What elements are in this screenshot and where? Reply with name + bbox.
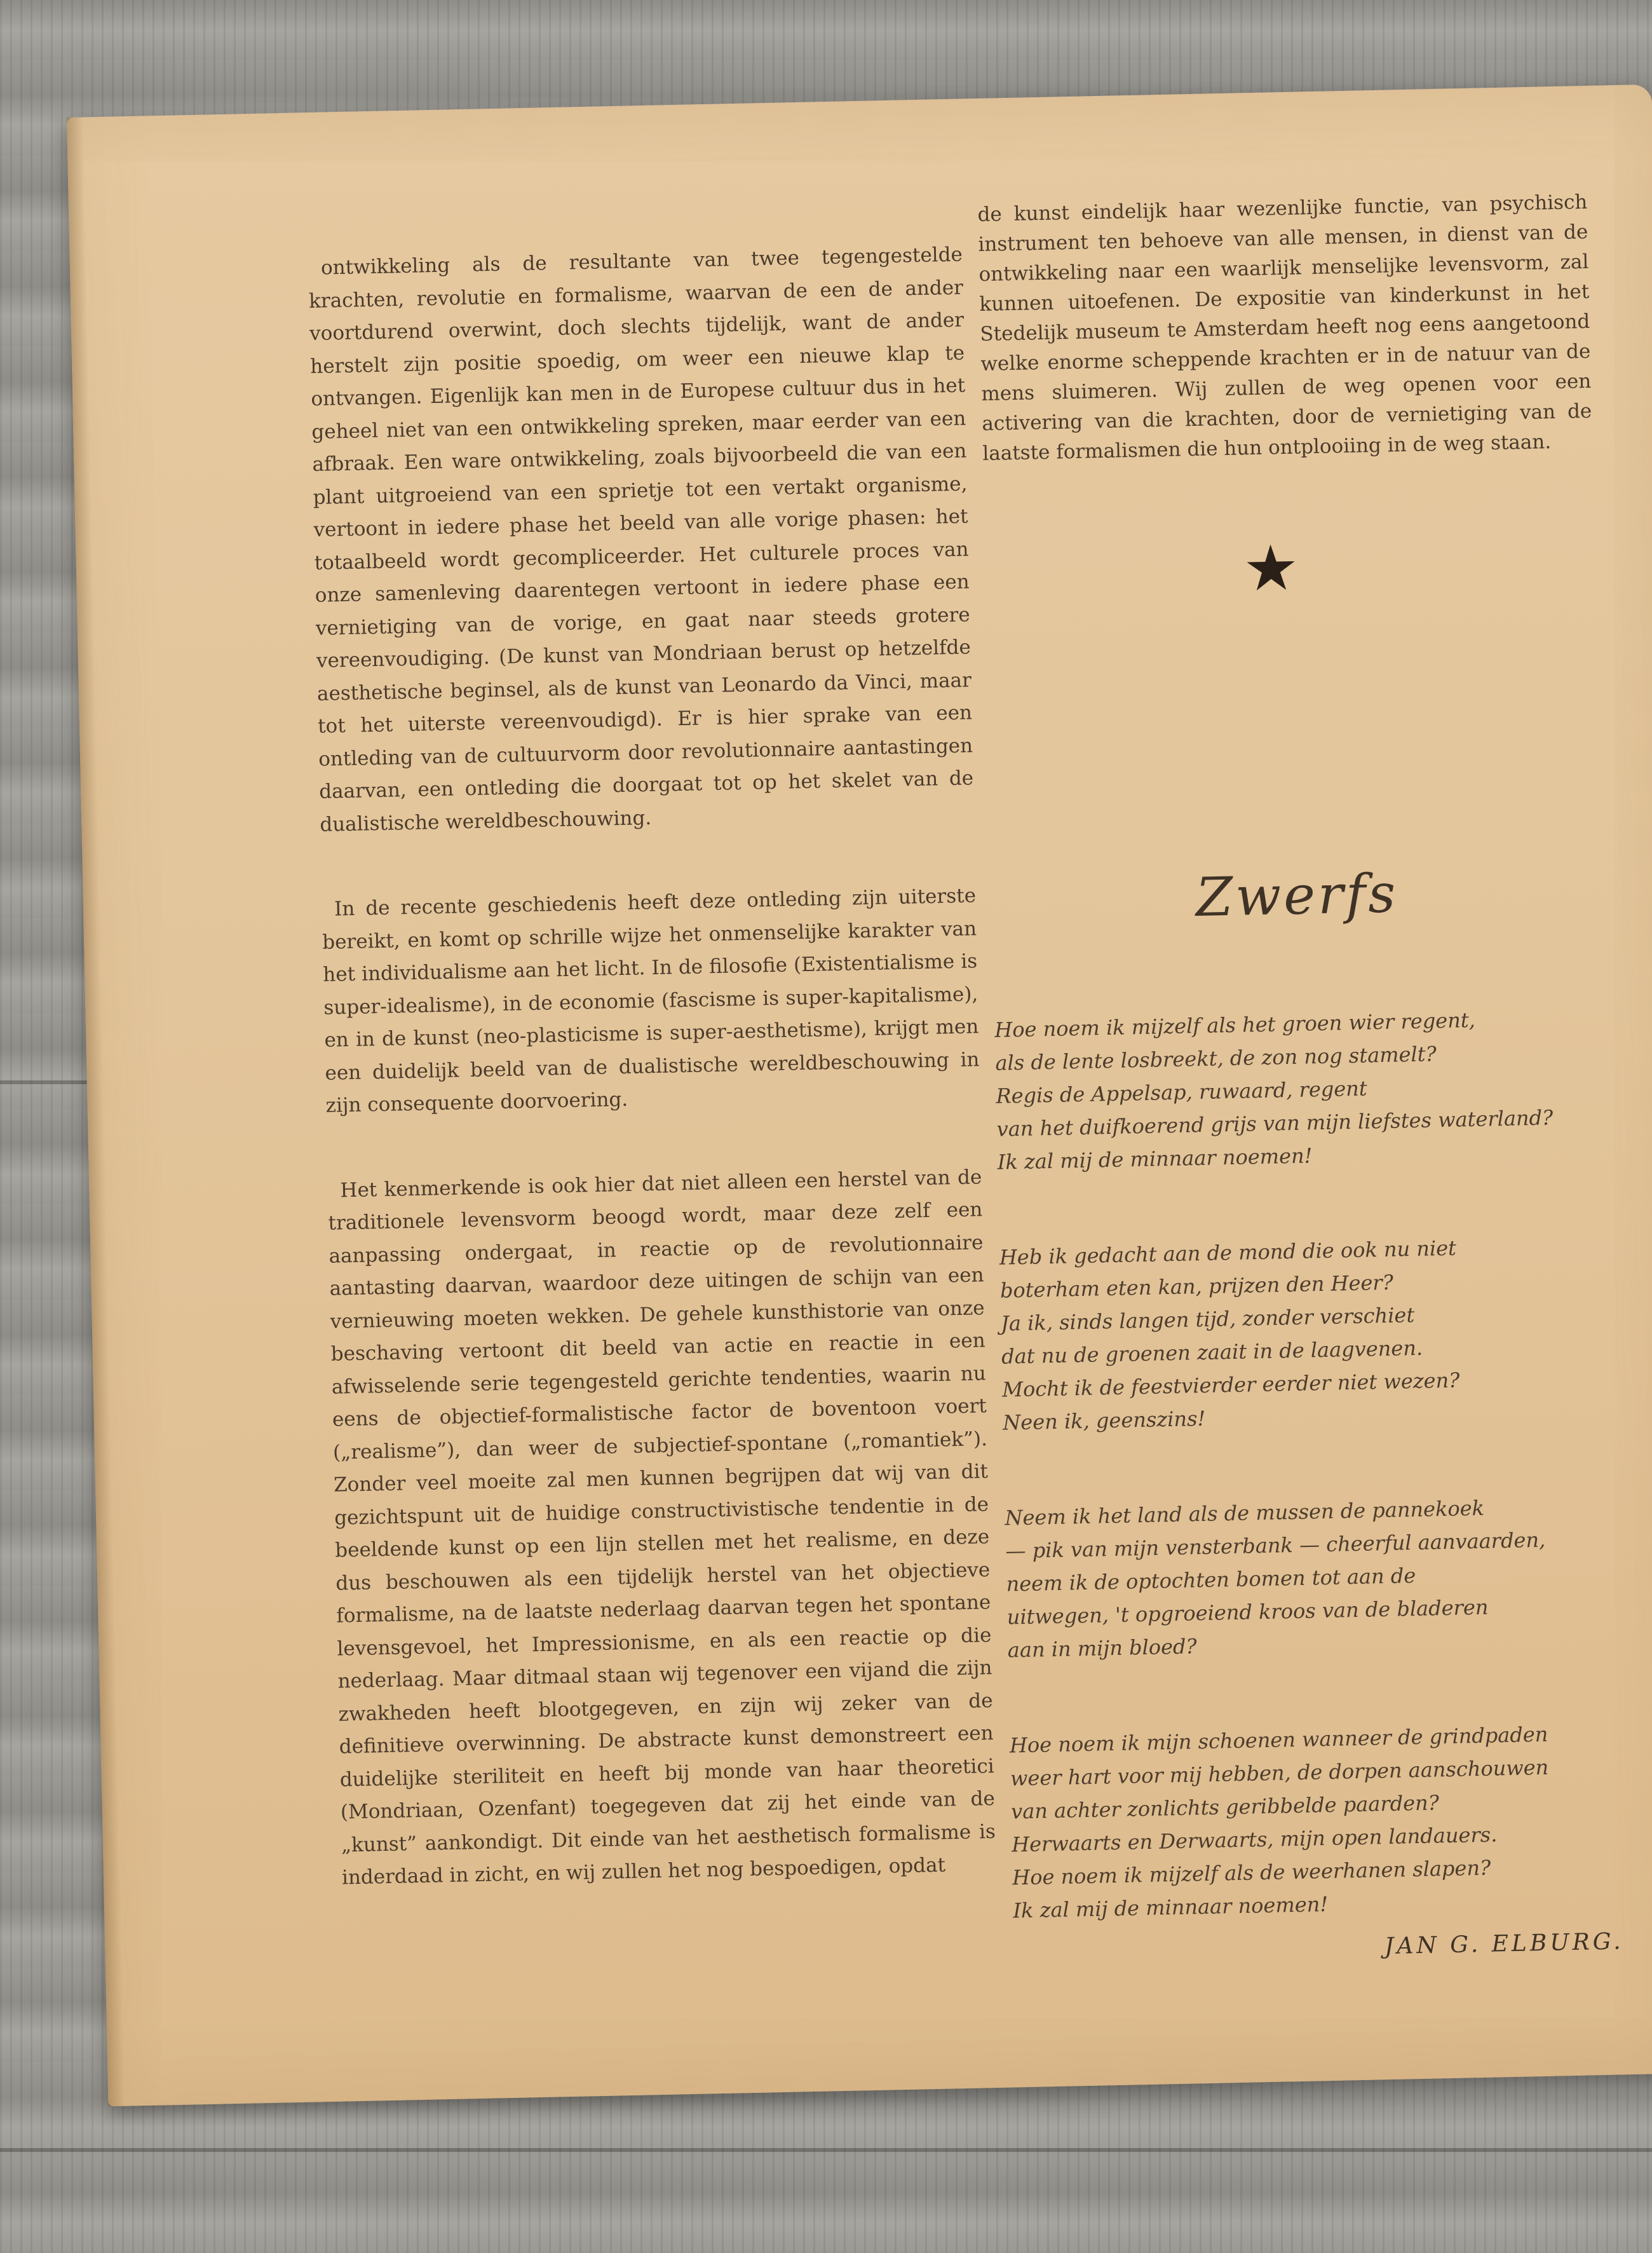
poem-line: aan in mijn bloed? xyxy=(1007,1634,1197,1663)
poem-line: — pik van mijn vensterbank — cheerful aanvaarden, xyxy=(1005,1527,1546,1563)
poem-line: Herwaarts en Derwaarts, mijn open landauers. xyxy=(1011,1822,1498,1857)
poem-line: Hoe noem ik mijzelf als het groen wier regent, xyxy=(994,1007,1476,1042)
poem-title: Zwerfs xyxy=(1195,862,1399,929)
stanza xyxy=(999,1229,1613,1440)
stanza xyxy=(1009,1716,1623,1927)
poem-line: Regis de Appelsap, ruwaard, regent xyxy=(996,1076,1368,1108)
poem-line: Neen ik, geenszins! xyxy=(1002,1406,1206,1435)
poem-line: boterham eten kan, prijzen den Heer? xyxy=(999,1270,1394,1303)
poem-line: van achter zonlichts geribbelde paarden? xyxy=(1010,1790,1440,1824)
paragraph: Het kenmerkende is ook hier dat niet alleen een herstel van de traditionele levensvorm beoogd wordt, maar deze zelf een aanpassing ondergaat, in reactie op de revolutionnaire aantasting daarvan, waardoor deze uitingen de schijn van een vernieuwing moeten wekken. De gehele kunsthistorie van onze beschaving vertoont dit beeld van actie en reactie in een afwisselende serie tegengesteld gerichte tendenties, waarin nu eens de objectief-formalistische factor de boventoon voert („realisme”), dan weer de subjectief-spontane („romantiek”). Zonder veel moeite zal men kunnen begrijpen dat wij van dit gezichtspunt uit de huidige constructivistische tendentie in de beeldende kunst op een lijn stellen met het realisme, en deze dus beschouwen als een tijdelijk herstel van het objectieve formalisme, na de laatste nederlaag daarvan tegen het spontane levensgevoel, het Impressionisme, en als een reactie op die nederlaag. Maar ditmaal staan wij tegenover een vijand die zijn zwakheden heeft blootgegeven, en zijn wij zeker van de definitieve overwinning. De abstracte kunst demonstreert een duidelijke steriliteit en heeft bij monde van haar theoretici (Mondriaan, Ozenfant) toegegeven dat zij het einde van de „kunst” aankondigt. Dit einde van het aesthetisch formalisme is inderdaad in zicht, en wij zullen het nog bespoedigen, opdat xyxy=(328,1165,996,1889)
paragraph: In de recente geschiedenis heeft deze ontleding zijn uiterste bereikt, en komt op schrille wijze het onmenselijke karakter van het individualisme aan het licht. In de filosofie (Existentialisme is super-idealisme), in de economie (fascisme is super-kapitalisme), en in de kunst (neo-plasticisme is super-aesthetisme), krijgt men een duidelijk beeld van de dualistische wereldbeschouwing in zijn consequente doorvoering. xyxy=(322,884,980,1117)
poem-line: uitwegen, 't opgroeiend kroos van de bladeren xyxy=(1006,1595,1489,1630)
stanza xyxy=(1005,1488,1618,1666)
poem-line: Ik zal mij de minnaar noemen! xyxy=(997,1143,1313,1174)
poem-line: Heb ik gedacht aan de mond die ook nu niet xyxy=(999,1235,1457,1270)
poem-line: van het duifkoerend grijs van mijn liefstes waterland? xyxy=(996,1105,1554,1141)
left-column xyxy=(308,239,997,1895)
star-icon xyxy=(1245,542,1297,594)
poem-line: Ja ik, sinds langen tijd, zonder verschiet xyxy=(1000,1302,1415,1336)
poem-line: dat nu de groenen zaait in de laagvenen. xyxy=(1001,1335,1423,1369)
poem-line: Mocht ik de feestvierder eerder niet wezen? xyxy=(1001,1368,1460,1402)
poem-line: neem ik de optochten bomen tot aan de xyxy=(1006,1563,1416,1596)
stanza xyxy=(994,1001,1608,1179)
poem-line: als de lente losbreekt, de zon nog stamelt? xyxy=(995,1042,1437,1075)
poem-author: JAN G. ELBURG. xyxy=(1384,1928,1625,1960)
poem-line: Hoe noem ik mijzelf als de weerhanen slapen? xyxy=(1012,1855,1491,1890)
plank-seam xyxy=(0,2148,1652,2152)
magazine-page xyxy=(67,85,1652,2107)
poem-line: Ik zal mij de minnaar noemen! xyxy=(1013,1892,1329,1923)
paragraph: de kunst eindelijk haar wezenlijke functie, van psychisch instrument ten behoeve van alle mensen, in dienst van de ontwikkeling naar een waarlijk menselijke levensvorm, zal kunnen uitoefenen. De expositie van kinderkunst in het Stedelijk museum te Amsterdam heeft nog eens aangetoond welke enorme scheppende krachten er in de natuur van de mens sluimeren. Wij zullen de weg openen voor een activering van die krachten, door de vernietiging van de laatste formalismen die hun ontplooiing in de weg staan. xyxy=(977,190,1592,465)
poem-line: weer hart voor mij hebben, de dorpen aanschouwen xyxy=(1010,1755,1549,1791)
right-column-text xyxy=(977,187,1593,469)
paragraph: ontwikkeling als de resultante van twee tegengestelde krachten, revolutie en formalisme, waarvan de een de ander voortdurend overwint, doch slechts tijdelijk, want de ander herstelt zijn positie spoedig, om weer een nieuwe klap te ontvangen. Eigenlijk kan men in de Europese cultuur dus in het geheel niet van een ontwikkeling spreken, maar eerder van een afbraak. Een ware ontwikkeling, zoals bijvoorbeeld die van een plant uitgroeiend van een sprietje tot een vertakt organisme, vertoont in iedere phase het beeld van alle vorige phasen: het totaalbeeld wordt gecompliceerder. Het culturele proces van onze samenleving daarentegen vertoont in iedere phase een vernietiging van de vorige, en gaat naar steeds grotere vereenvoudiging. (De kunst van Mondriaan berust op hetzelfde aesthetische beginsel, als de kunst van Leonardo da Vinci, maar tot het uiterste vereenvoudigd). Er is hier sprake van een ontleding van de cultuurvorm door revolutionnaire aantastingen daarvan, een ontleding die doorgaat tot op het skelet van de dualistische wereldbeschouwing. xyxy=(308,243,974,836)
poem xyxy=(994,1001,1623,1928)
poem-line: Neem ik het land als de mussen de pannekoek xyxy=(1005,1495,1485,1530)
poem-line: Hoe noem ik mijn schoenen wanneer de grindpaden xyxy=(1009,1722,1548,1758)
